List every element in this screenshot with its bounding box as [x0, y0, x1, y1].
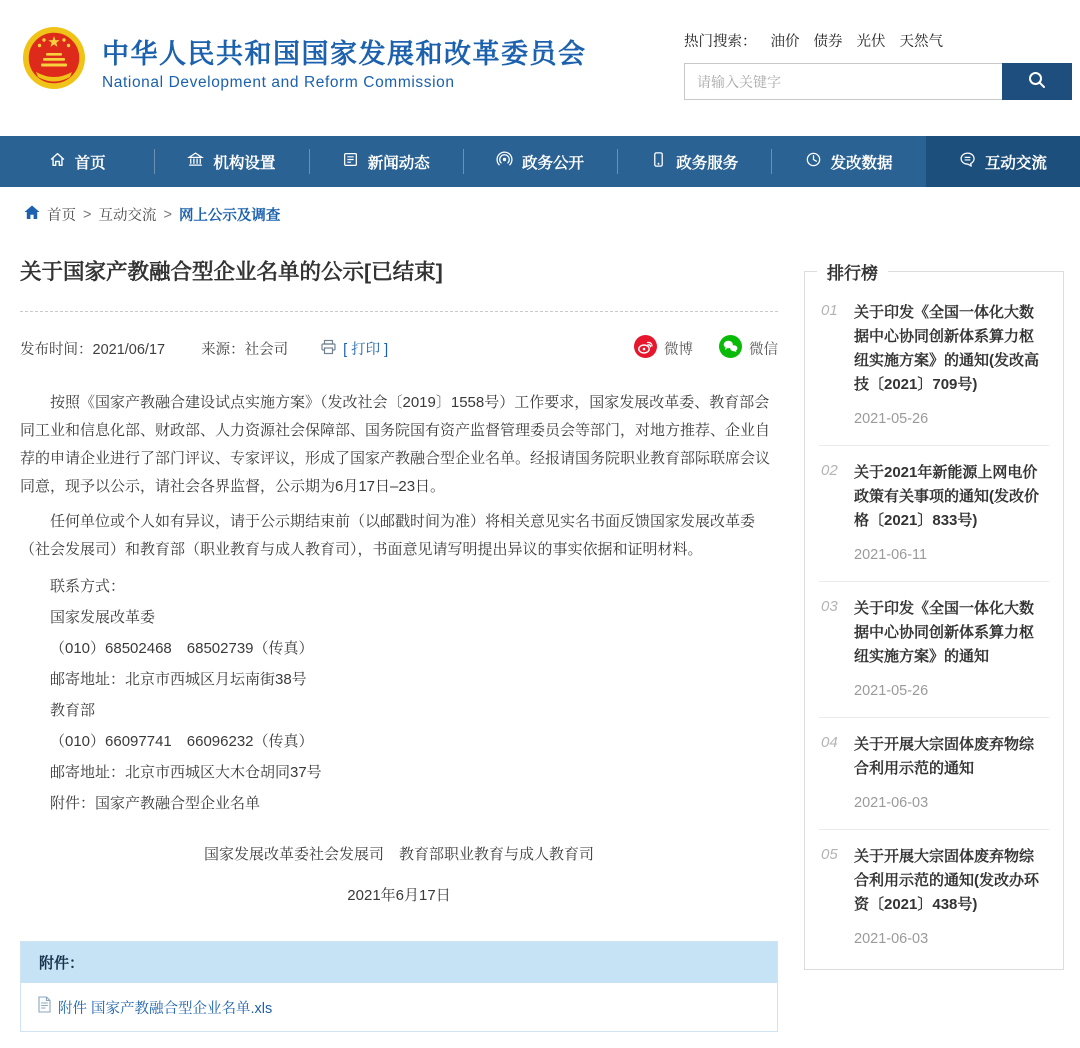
- page-title: 关于国家产教融合型企业名单的公示[已结束]: [20, 260, 443, 284]
- broadcast-icon: [496, 151, 513, 173]
- rank-date: 2021-06-03: [854, 931, 929, 947]
- site-title-en: National Development and Reform Commission: [102, 74, 455, 91]
- contact-line: 教育部: [50, 702, 96, 719]
- rank-link[interactable]: 关于开展大宗固体废弃物综合利用示范的通知(发改办环资〔2021〕438号): [854, 848, 1039, 913]
- share-weibo-button[interactable]: 微博: [634, 335, 693, 362]
- nav-item-ndrc-data[interactable]: 发改数据: [771, 136, 925, 187]
- breadcrumb: 首页 > 互动交流 > 网上公示及调查: [24, 204, 1080, 225]
- nav-item-interaction[interactable]: 互动交流: [926, 136, 1080, 187]
- contact-line: 邮寄地址：北京市西城区月坛南街38号: [50, 671, 307, 688]
- site-header: [0, 0, 1080, 136]
- share-wechat-button[interactable]: 微信: [719, 335, 778, 362]
- ranking-panel: [804, 264, 1064, 970]
- rank-link[interactable]: 关于2021年新能源上网电价政策有关事项的通知(发改价格〔2021〕833号): [854, 464, 1039, 529]
- attachment-header: 附件：: [21, 942, 777, 983]
- paragraph: 按照《国家产教融合建设试点实施方案》（发改社会〔2019〕1558号）工作要求，国家发展改革委、教育部会同工业和信息化部、财政部、人力资源社会保障部、国务院国有资产监督管理委员会等部门，对地方推荐、企业自荐的申请企业进行了部门评议、专家评议，形成了国家产教融合型企业名单。经报请国务院职业教育部际联席会议同意，现予以公示，请社会各界监督，公示期为6月17日–23日。: [20, 394, 771, 495]
- breadcrumb-current[interactable]: 网上公示及调查: [178, 208, 281, 224]
- wechat-icon: [719, 335, 742, 362]
- house-icon: [24, 205, 40, 224]
- search-button[interactable]: [1002, 63, 1072, 100]
- ranking-item-4[interactable]: [819, 718, 1049, 830]
- rank-date: 2021-06-03: [854, 795, 929, 811]
- rank-date: 2021-05-26: [854, 683, 929, 699]
- publish-time: 发布时间：2021/06/17: [20, 342, 166, 358]
- weibo-icon: [634, 335, 657, 362]
- article: [20, 225, 778, 1032]
- signature: 国家发展改革委社会发展司 教育部职业教育与成人教育司: [203, 846, 594, 863]
- hot-search-term[interactable]: 天然气: [899, 34, 943, 50]
- home-icon: [49, 151, 66, 173]
- rank-number: 03: [821, 598, 838, 615]
- contact-line: 附件：国家产教融合型企业名单: [50, 795, 261, 812]
- search-icon: [1027, 70, 1047, 93]
- rank-date: 2021-06-11: [854, 547, 928, 563]
- clock-icon: [805, 151, 822, 173]
- chat-icon: [959, 151, 976, 173]
- search-input[interactable]: [684, 63, 1002, 100]
- rank-link[interactable]: 关于印发《全国一体化大数据中心协同创新体系算力枢纽实施方案》的通知(发改高技〔2021〕709号): [854, 304, 1039, 393]
- contact-line: 国家发展改革委: [50, 609, 156, 626]
- print-button[interactable]: [ 打印 ]: [320, 338, 388, 359]
- breadcrumb-interaction[interactable]: 互动交流: [98, 208, 157, 224]
- breadcrumb-home[interactable]: 首页: [47, 208, 76, 224]
- contact-line: （010）66097741 66096232（传真）: [50, 733, 314, 750]
- ranking-item-3[interactable]: [819, 582, 1049, 718]
- nav-item-gov-service[interactable]: 政务服务: [617, 136, 771, 187]
- doc-icon: [37, 996, 52, 1018]
- source: 来源：社会司: [201, 342, 289, 358]
- site-title-cn: 中华人民共和国国家发展和改革委员会: [102, 39, 587, 69]
- rank-number: 01: [821, 302, 838, 319]
- ranking-item-2[interactable]: [819, 446, 1049, 582]
- ranking-item-1[interactable]: [819, 286, 1049, 446]
- nav-item-news[interactable]: 新闻动态: [309, 136, 463, 187]
- rank-number: 04: [821, 734, 838, 751]
- paragraph: 任何单位或个人如有异议，请于公示期结束前（以邮戳时间为准）将相关意见实名书面反馈国家发展改革委（社会发展司）和教育部（职业教育与成人教育司），书面意见请写明提出异议的事实依据和证明材料。: [20, 513, 756, 558]
- signature-date: 2021年6月17日: [347, 887, 451, 904]
- ranking-item-5[interactable]: [819, 830, 1049, 965]
- national-emblem-logo: [22, 26, 86, 90]
- contact-line: 联系方式：: [50, 578, 126, 595]
- phone-icon: [650, 151, 667, 173]
- news-icon: [342, 151, 359, 173]
- rank-link[interactable]: 关于开展大宗固体废弃物综合利用示范的通知: [854, 736, 1035, 777]
- printer-icon: [320, 339, 337, 359]
- rank-number: 05: [821, 846, 838, 863]
- bank-icon: [187, 151, 204, 173]
- rank-number: 02: [821, 462, 838, 479]
- divider: [20, 311, 778, 312]
- contact-line: 邮寄地址：北京市西城区大木仓胡同37号: [50, 764, 322, 781]
- ranking-title: 排行榜: [817, 259, 888, 284]
- attachment-file-link[interactable]: 附件 国家产教融合型企业名单.xls: [58, 1000, 273, 1017]
- attachment-box: [20, 941, 778, 1032]
- nav-item-organization[interactable]: 机构设置: [154, 136, 308, 187]
- contact-line: （010）68502468 68502739（传真）: [50, 640, 314, 657]
- rank-date: 2021-05-26: [854, 411, 929, 427]
- hot-search-term[interactable]: 债券: [813, 34, 843, 50]
- hot-search-label: 热门搜索：: [684, 34, 757, 50]
- nav-item-home[interactable]: 首页: [0, 136, 154, 187]
- nav-item-gov-disclosure[interactable]: 政务公开: [463, 136, 617, 187]
- hot-search-term[interactable]: 光伏: [856, 34, 886, 50]
- main-nav: [0, 136, 1080, 187]
- rank-link[interactable]: 关于印发《全国一体化大数据中心协同创新体系算力枢纽实施方案》的通知: [854, 600, 1035, 665]
- hot-search-term[interactable]: 油价: [770, 34, 800, 50]
